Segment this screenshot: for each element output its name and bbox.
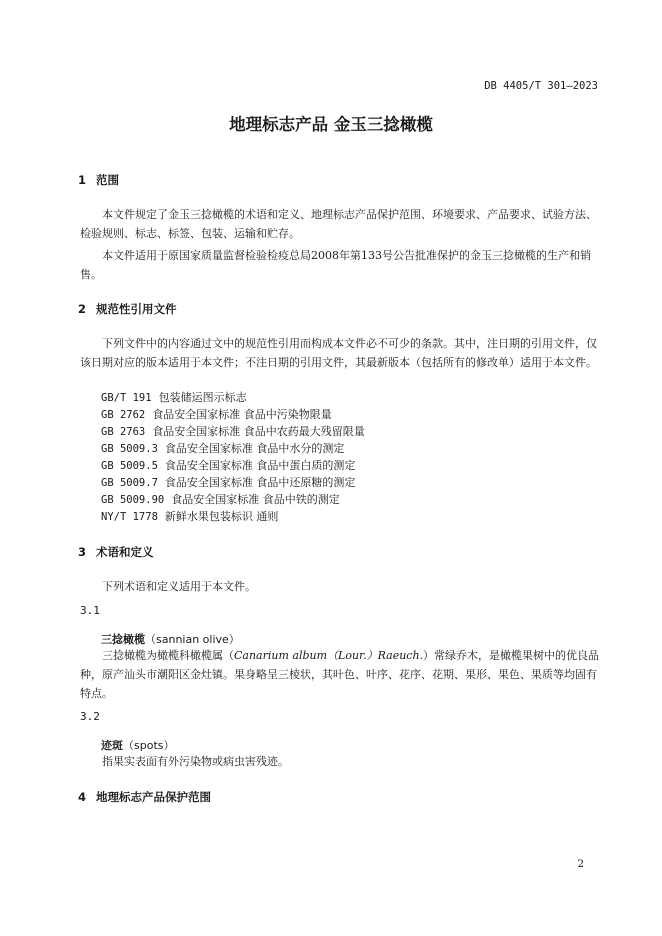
reference-code: GB/T 191: [101, 392, 152, 404]
scope-paragraph-1: 本文件规定了金玉三捻橄榄的术语和定义、地理标志产品保护范围、环境要求、产品要求、试验方法、检验规则、标志、标签、包装、运输和贮存。: [80, 208, 597, 240]
section-title: 地理标志产品保护范围: [96, 790, 211, 804]
section-number: 2: [78, 302, 87, 316]
reference-code: GB 5009.3: [101, 443, 158, 455]
term-heading: [101, 631, 240, 647]
term-english: （spots）: [123, 739, 175, 752]
reference-title: 新鲜水果包装标识 通则: [164, 510, 279, 523]
definition-text: ）常绿乔木，是橄榄果树中的优良品种，原产汕头市潮阳区金灶镇。果身略呈三棱状，其叶色、叶序、花序、花期、果形、果色、果质等均固有特点。: [80, 649, 600, 700]
normative-intro-paragraph: 下列文件中的内容通过文中的规范性引用而构成本文件必不可少的条款。其中，注日期的引用文件，仅该日期对应的版本适用于本文件；不注日期的引用文件，其最新版本（包括所有的修改单）适用于本文件。: [80, 337, 597, 369]
page-title: 地理标志产品 金玉三捻橄榄: [229, 115, 433, 134]
reference-code: GB 5009.90: [101, 494, 165, 506]
reference-item: [101, 508, 278, 524]
reference-title: 食品安全国家标准 食品中蛋白质的测定: [164, 459, 356, 472]
reference-item: [101, 389, 247, 405]
scope-paragraph-2: 本文件适用于原国家质量监督检验检疫总局2008年第133号公告批准保护的金玉三捻橄榄的生产和销售。: [80, 249, 591, 281]
section-heading-scope: [78, 172, 119, 188]
reference-title: 包装储运图示标志: [158, 391, 247, 404]
definition-text: 三捻橄榄为橄榄科橄榄属（: [102, 649, 234, 662]
reference-code: GB 5009.7: [101, 477, 158, 489]
term-english: （sannian olive）: [145, 633, 240, 646]
reference-title: 食品安全国家标准 食品中铁的测定: [171, 493, 340, 506]
reference-item: [101, 423, 365, 439]
section-heading-normative-references: [78, 301, 177, 317]
reference-title: 食品安全国家标准 食品中水分的测定: [164, 442, 345, 455]
term-chinese: 迹斑: [101, 739, 123, 752]
reference-code: NY/T 1778: [101, 511, 158, 523]
terms-intro-paragraph: 下列术语和定义适用于本文件。: [102, 580, 256, 593]
reference-item: [101, 457, 355, 473]
section-number: 4: [78, 790, 87, 804]
section-title: 术语和定义: [96, 545, 154, 559]
section-number: 3: [78, 545, 87, 559]
page-number: 2: [577, 858, 584, 870]
subclause-number: 3.1: [80, 604, 100, 617]
section-title: 规范性引用文件: [96, 302, 177, 316]
reference-code: GB 5009.5: [101, 460, 158, 472]
section-heading-protection-area: [78, 789, 211, 805]
reference-code: GB 2762: [101, 409, 146, 421]
term-definition: [80, 646, 600, 703]
reference-title: 食品安全国家标准 食品中还原糖的测定: [164, 476, 356, 489]
reference-item: [101, 440, 344, 456]
term-chinese: 三捻橄榄: [101, 633, 145, 646]
latin-authority: （Lour.）Raeuch.: [327, 649, 424, 662]
latin-name: Canarium album: [234, 649, 328, 662]
section-title: 范围: [96, 173, 119, 187]
reference-item: [101, 406, 332, 422]
reference-title: 食品安全国家标准 食品中农药最大残留限量: [152, 425, 365, 438]
document-number: DB 4405/T 301—2023: [484, 80, 598, 92]
reference-item: [101, 491, 340, 507]
section-number: 1: [78, 173, 87, 187]
subclause-number: 3.2: [80, 710, 100, 723]
reference-item: [101, 474, 355, 490]
term-heading: [101, 737, 175, 753]
section-heading-terms: [78, 544, 154, 560]
reference-code: GB 2763: [101, 426, 146, 438]
term-definition: 指果实表面有外污染物或病虫害残迹。: [102, 755, 289, 768]
reference-title: 食品安全国家标准 食品中污染物限量: [152, 408, 332, 421]
